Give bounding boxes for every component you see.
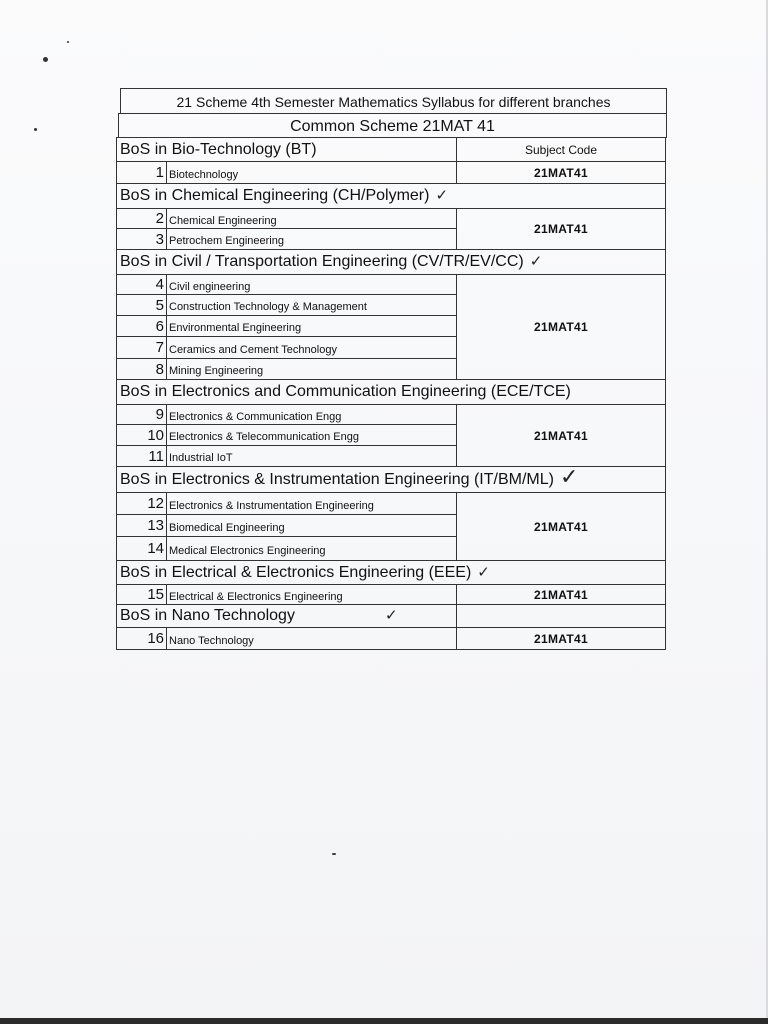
check-mark-icon: ✓: [435, 187, 449, 204]
subject-code: 21MAT41: [457, 275, 666, 380]
branch-name: Chemical Engineering: [167, 209, 457, 229]
scan-speck: [34, 128, 37, 131]
row-number: 4: [117, 275, 167, 295]
empty-cell: [457, 605, 666, 628]
bos-heading: BoS in Electronics & Instrumentation Engineering (IT/BM/ML) ✓: [117, 467, 666, 493]
row-number: 15: [117, 585, 167, 605]
check-mark-icon: ✓: [384, 607, 398, 624]
row-number: 6: [117, 316, 167, 337]
row-number: 14: [117, 537, 167, 561]
row-number: 5: [117, 295, 167, 316]
branch-name: Electronics & Communication Engg: [167, 405, 457, 425]
check-mark-icon: ✓: [559, 463, 579, 489]
row-number: 1: [117, 162, 167, 184]
branch-name: Industrial IoT: [167, 446, 457, 467]
subject-code: 21MAT41: [457, 628, 666, 650]
check-mark-icon: ✓: [477, 563, 490, 581]
subject-code-header: Subject Code: [457, 138, 666, 162]
check-mark-icon: ✓: [529, 253, 543, 270]
row-number: 12: [117, 493, 167, 515]
branch-name: Construction Technology & Management: [167, 295, 457, 316]
bos-heading: BoS in Nano Technology ✓: [117, 605, 457, 628]
subject-code: 21MAT41: [457, 405, 666, 467]
branch-name: Electronics & Instrumentation Engineering: [167, 493, 457, 515]
scan-edge: [0, 1018, 768, 1024]
row-number: 13: [117, 515, 167, 537]
row-number: 3: [117, 229, 167, 250]
bos-heading: BoS in Chemical Engineering (CH/Polymer) ✓: [117, 184, 666, 209]
row-number: 2: [117, 209, 167, 229]
branch-name: Civil engineering: [167, 275, 457, 295]
branch-name: Environmental Engineering: [167, 316, 457, 337]
row-number: 10: [117, 425, 167, 446]
subject-code: 21MAT41: [457, 162, 666, 184]
scan-speck: [67, 41, 69, 43]
branch-name: Electrical & Electronics Engineering: [167, 585, 457, 605]
branch-name: Medical Electronics Engineering: [167, 537, 457, 561]
document-title: 21 Scheme 4th Semester Mathematics Syllabus for different branches: [120, 88, 667, 114]
branch-name: Biotechnology: [167, 162, 457, 184]
bos-heading: BoS in Electronics and Communication Engineering (ECE/TCE): [117, 380, 666, 405]
subject-code: 21MAT41: [457, 493, 666, 561]
bos-heading: BoS in Electrical & Electronics Engineering (EEE) ✓: [117, 561, 666, 585]
row-number: 8: [117, 359, 167, 380]
scan-speck: [43, 57, 48, 62]
branch-name: Ceramics and Cement Technology: [167, 337, 457, 359]
branch-name: Electronics & Telecommunication Engg: [167, 425, 457, 446]
scheme-heading: Common Scheme 21MAT 41: [118, 113, 667, 138]
branch-name: Biomedical Engineering: [167, 515, 457, 537]
row-number: 9: [117, 405, 167, 425]
row-number: 7: [117, 337, 167, 359]
subject-code: 21MAT41: [457, 209, 666, 250]
row-number: 11: [117, 446, 167, 467]
bos-heading: BoS in Civil / Transportation Engineering (CV/TR/EV/CC) ✓: [117, 250, 666, 275]
scan-speck: [332, 853, 336, 855]
row-number: 16: [117, 628, 167, 650]
branch-name: Nano Technology: [167, 628, 457, 650]
branch-name: Mining Engineering: [167, 359, 457, 380]
subject-code: 21MAT41: [457, 585, 666, 605]
branch-name: Petrochem Engineering: [167, 229, 457, 250]
syllabus-table: [116, 137, 666, 650]
bos-heading: BoS in Bio-Technology (BT): [117, 138, 457, 162]
